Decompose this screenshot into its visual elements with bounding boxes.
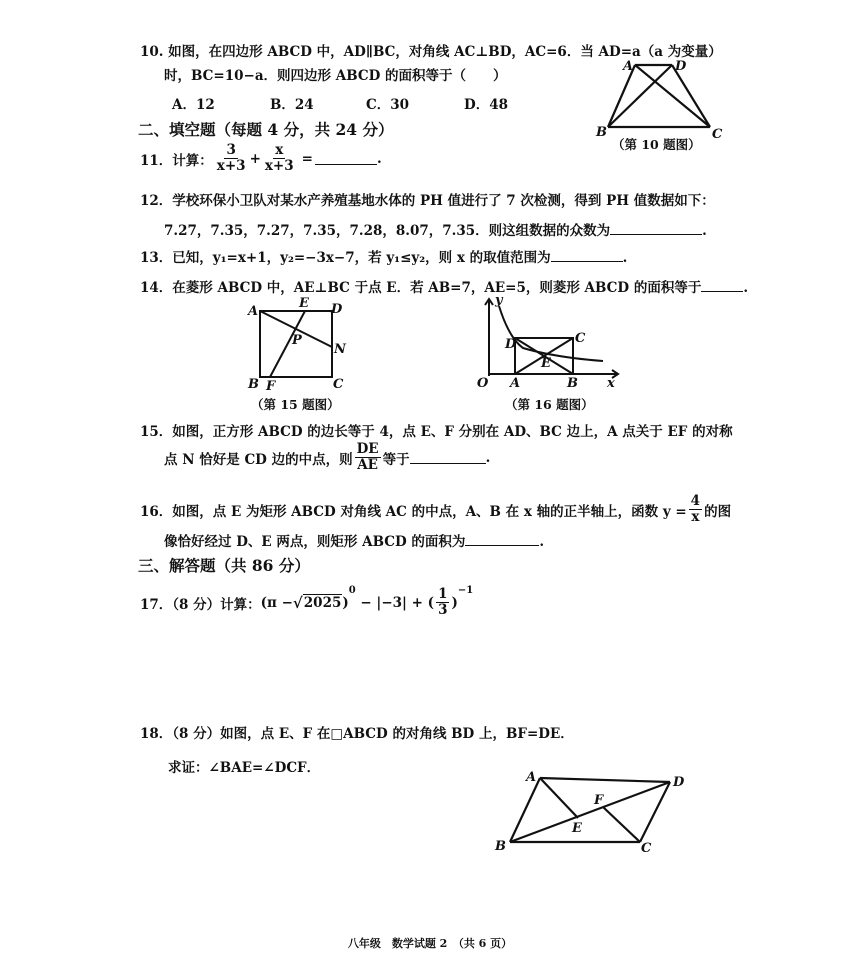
q11-eq: = <box>301 150 313 167</box>
q11-f1-num: 3 <box>226 142 236 158</box>
fig16-label-y: y <box>495 293 503 308</box>
q15-answer-blank[interactable] <box>410 451 486 464</box>
q17-expr-d: ) <box>451 594 458 611</box>
fig16-label-e: E <box>541 356 551 371</box>
q16-line2: 像恰好经过 D、E 两点，则矩形 ABCD 的面积为 . <box>164 534 545 550</box>
q15-line2: 点 N 恰好是 CD 边的中点，则 $\frac{DE}{AE}$ 等于 . <box>164 441 491 473</box>
fig10-label-d: D <box>675 59 687 74</box>
figure-q16 <box>465 292 625 416</box>
fig16-label-d: D <box>505 337 517 352</box>
q15-frac-den: AE <box>357 457 378 473</box>
fig15-label-p: P <box>292 333 302 348</box>
page-footer: 八年级 数学试题 2 （共 6 页） <box>347 937 513 950</box>
fig16-label-a: A <box>510 376 521 391</box>
q10-line1: 10. 如图，在四边形 ABCD 中，AD∥BC，对角线 AC⊥BD，AC=6．当 AD=a（a 为变量） <box>140 44 722 60</box>
fig15-label-a: A <box>248 304 259 319</box>
q17-frac-den: 3 <box>438 602 448 618</box>
fig18-label-b: B <box>495 839 506 854</box>
figure-q18 <box>490 766 700 862</box>
q12-line2: 7.27，7.35，7.27，7.35，7.28，8.07，7.35．则这组数据的众数为 . <box>164 223 707 239</box>
fig16-label-b: B <box>567 376 578 391</box>
q13: 13．已知，y₁=x+1，y₂=−3x−7，若 y₁≤y₂，则 x 的取值范围为 . <box>140 250 628 266</box>
q10-line2: 时，BC=10−a．则四边形 ABCD 的面积等于（ ） <box>164 68 507 84</box>
q12-answer-blank[interactable] <box>610 222 702 235</box>
q16-frac-num: 4 <box>690 493 701 509</box>
fig15-label-c: C <box>333 377 344 392</box>
q11-f1-den: x+3 <box>216 158 246 174</box>
fig18-label-c: C <box>641 841 652 856</box>
fig15-caption: （第 15 题图） <box>251 397 340 412</box>
fig16-label-x: x <box>607 376 615 391</box>
figure-q15 <box>245 296 365 414</box>
q17-frac-num: 1 <box>438 586 448 602</box>
q15-fraction <box>355 442 381 473</box>
q16-line1-suffix: 的图 <box>704 503 732 520</box>
section2-title: 二、填空题（每题 4 分，共 24 分） <box>138 120 394 139</box>
q14-answer-blank[interactable] <box>701 279 743 292</box>
q12-line2-text: 7.27，7.35，7.27，7.35，7.28，8.07，7.35．则这组数据的众数为 <box>164 223 611 239</box>
fig15-label-e: E <box>299 296 309 311</box>
q15-line1: 15．如图，正方形 ABCD 的边长等于 4，点 E、F 分别在 AD、BC 边上，A 点关于 EF 的对称 <box>140 424 733 440</box>
q17-sqrt-arg: 2025 <box>303 595 342 611</box>
fig15-label-f: F <box>266 379 276 394</box>
q16-line1-prefix: 16．如图，点 E 为矩形 ABCD 对角线 AC 的中点，A、B 在 x 轴的正半轴上，函数 y = <box>140 503 687 520</box>
q14: 14．在菱形 ABCD 中，AE⊥BC 于点 E．若 AB=7，AE=5，则菱形 ABCD 的面积等于 . <box>140 280 749 296</box>
q18-line1: 18．（8 分）如图，点 E、F 在□ABCD 的对角线 BD 上，BF=DE． <box>140 726 574 742</box>
q17: 17．（8 分）计算： (π − √ 2025 ) $^0$ − |−3| + ( $\frac{1}{3}$ ) $^{-1}$ <box>140 585 474 618</box>
fig15-label-b: B <box>248 377 259 392</box>
fig10-label-c: C <box>712 127 723 142</box>
q11-f2-den: x+3 <box>264 158 294 174</box>
q17-expr-c: − |−3| + ( <box>355 594 435 611</box>
fig18-label-a: A <box>526 770 537 785</box>
q15-frac-num: DE <box>356 441 379 457</box>
fig18-label-d: D <box>673 775 685 790</box>
q16-line2-text: 像恰好经过 D、E 两点，则矩形 ABCD 的面积为 <box>164 534 466 550</box>
q17-expr-a: (π − <box>260 594 293 611</box>
q16-fraction <box>689 494 702 525</box>
q11-plus: + <box>249 150 261 167</box>
fig16-label-c: C <box>575 331 586 346</box>
q10-option-a: A．12 <box>172 97 215 113</box>
fig18-label-f: F <box>594 793 604 808</box>
q14-text: 14．在菱形 ABCD 中，AE⊥BC 于点 E．若 AB=7，AE=5，则菱形 ABCD 的面积等于 <box>140 280 702 296</box>
fig16-caption: （第 16 题图） <box>505 397 594 412</box>
q16-line1 <box>140 494 731 525</box>
figure-q10 <box>590 56 740 156</box>
q11-prefix: 11．计算： <box>140 152 213 169</box>
q17-fraction <box>436 587 449 618</box>
fig15-label-d: D <box>331 302 343 317</box>
q10-option-b: B．24 <box>270 97 314 113</box>
q10-option-c: C．30 <box>366 97 410 113</box>
q18-line2: 求证：∠BAE=∠DCF． <box>168 760 321 776</box>
q11-f2-num: x <box>275 142 284 158</box>
q10-option-d: D．48 <box>464 97 508 113</box>
q13-answer-blank[interactable] <box>551 249 623 262</box>
q16-frac-den: x <box>691 509 700 525</box>
fig10-caption: （第 10 题图） <box>612 137 701 152</box>
q15-line2-prefix: 点 N 恰好是 CD 边的中点，则 <box>164 451 353 468</box>
section3-title: 三、解答题（共 86 分） <box>138 556 310 575</box>
fig10-label-b: B <box>596 125 607 140</box>
q17-exp0: 0 <box>348 585 356 596</box>
q17-prefix: 17．（8 分）计算： <box>140 596 261 613</box>
q13-text: 13．已知，y₁=x+1，y₂=−3x−7，若 y₁≤y₂，则 x 的取值范围为 <box>140 250 551 266</box>
q11-fraction-2 <box>263 143 296 174</box>
q12-line1: 12．学校环保小卫队对某水产养殖基地水体的 PH 值进行了 7 次检测，得到 PH 值数据如下： <box>140 193 715 209</box>
fig18-label-e: E <box>572 821 582 836</box>
fig15-label-n: N <box>334 342 346 357</box>
q17-expr-b: ) <box>342 594 349 611</box>
q11-fraction-1 <box>215 143 248 174</box>
fig10-label-a: A <box>623 59 634 74</box>
q16-answer-blank[interactable] <box>465 533 539 546</box>
q15-line2-suffix: 等于 <box>382 451 410 468</box>
q17-exp-neg1: −1 <box>457 585 474 596</box>
fig16-label-o: O <box>477 376 489 391</box>
q11: 11．计算： $\frac{3}{x+3}$ + $\frac{x}{x+3}$ = . <box>140 142 382 174</box>
q11-answer-blank[interactable] <box>315 152 377 165</box>
